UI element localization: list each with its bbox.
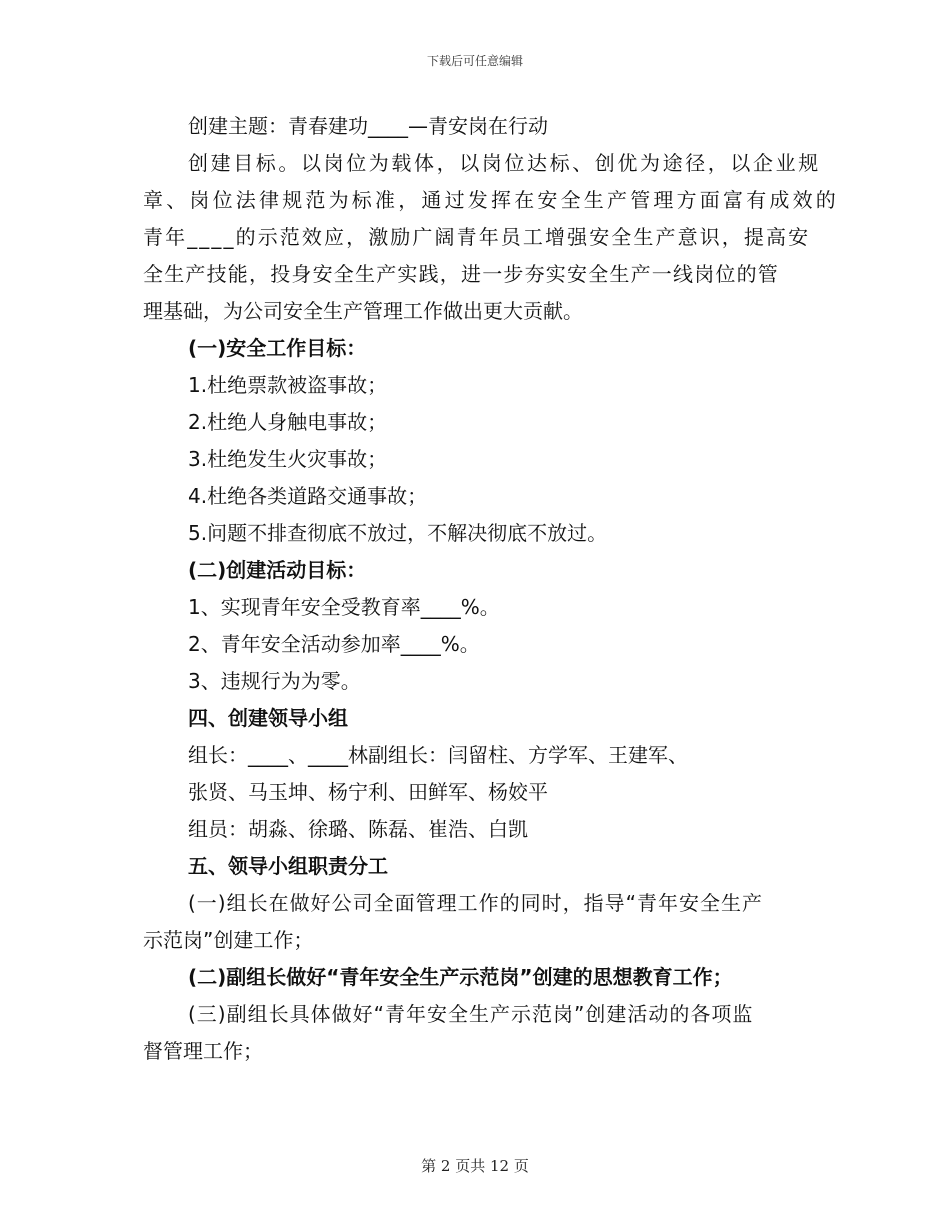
safety-goal-item: 3.杜绝发生火灾事故； [188, 447, 388, 471]
theme-line: 创建主题：青春建功____—青安岗在行动 [188, 114, 548, 138]
duty-line: (三)副组长具体做好“青年安全生产示范岗”创建活动的各项监 [188, 1002, 754, 1026]
activity-goal-item: 2、青年安全活动参加率____%。 [188, 632, 480, 656]
goal-paragraph-line: 青年____的示范效应，激励广阔青年员工增强安全生产意识，提高安 [143, 225, 811, 249]
activity-goal-item: 1、实现青年安全受教育率____%。 [188, 595, 500, 619]
section-4-heading: 四、创建领导小组 [188, 706, 348, 730]
goal-paragraph-line: 理基础，为公司安全生产管理工作做出更大贡献。 [143, 299, 583, 323]
page-header: 下载后可任意编辑 [426, 54, 523, 68]
page-footer: 第 2 页共 12 页 [421, 1157, 529, 1175]
members-line: 组员：胡淼、徐璐、陈磊、崔浩、白凯 [188, 817, 528, 841]
safety-goal-item: 4.杜绝各类道路交通事故； [188, 484, 428, 508]
goal-paragraph-line: 章、岗位法律规范为标准，通过发挥在安全生产管理方面富有成效的 [143, 188, 839, 212]
leaders-line: 张贤、马玉坤、杨宁利、田鲜军、杨姣平 [188, 780, 548, 804]
activity-goal-item: 3、违规行为为零。 [188, 669, 361, 693]
safety-goals-heading: (一)安全工作目标： [188, 336, 367, 360]
section-5-heading: 五、领导小组职责分工 [188, 854, 388, 878]
goal-paragraph-line: 创建目标。以岗位为载体，以岗位达标、创优为途径，以企业规 [188, 151, 821, 175]
safety-goal-item: 5.问题不排查彻底不放过，不解决彻底不放过。 [188, 521, 608, 545]
duty-line: (二)副组长做好“青年安全生产示范岗”创建的思想教育工作； [188, 965, 733, 989]
leaders-line: 组长：____、____林副组长：闫留柱、方学军、王建军、 [188, 743, 688, 767]
duty-line: 示范岗”创建工作； [143, 928, 314, 952]
goal-paragraph-line: 全生产技能，投身安全生产实践，进一步夯实安全生产一线岗位的管 [143, 262, 779, 286]
safety-goal-item: 1.杜绝票款被盗事故； [188, 373, 388, 397]
duty-line: 督管理工作； [143, 1039, 263, 1063]
duty-line: (一)组长在做好公司全面管理工作的同时，指导“青年安全生产 [188, 891, 763, 915]
activity-goals-heading: (二)创建活动目标： [188, 558, 367, 582]
safety-goal-item: 2.杜绝人身触电事故； [188, 410, 388, 434]
